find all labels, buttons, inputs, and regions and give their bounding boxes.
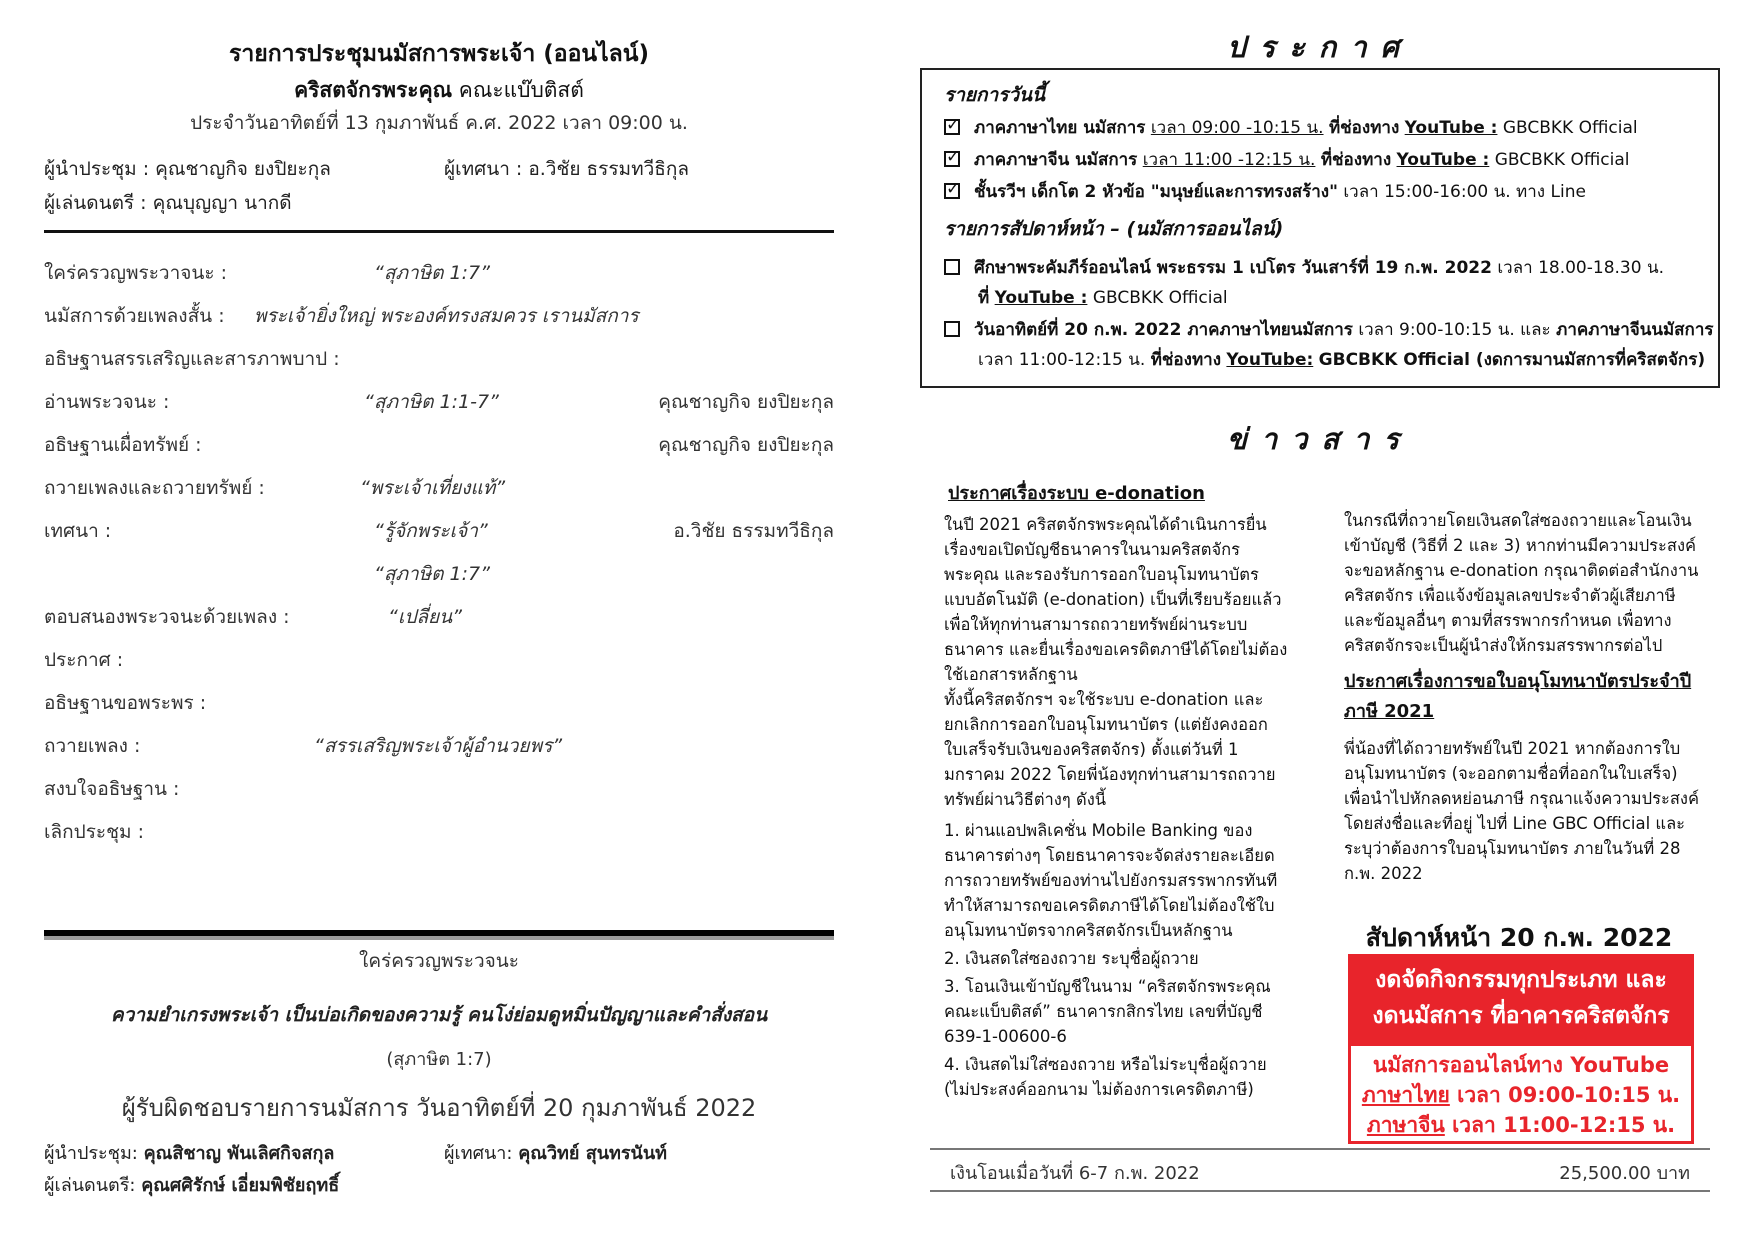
- paragraph-line: ทั้งนี้คริสตจักรฯ จะใช้ระบบ e-donation และ: [944, 690, 1264, 709]
- divider-thick: [44, 930, 834, 940]
- program-item-label: เลิกประชุม :: [44, 821, 144, 843]
- program-item-label: ถวายเพลง :: [44, 735, 141, 757]
- week-item-1-cont: ที่ YouTube : GBCBKK Official: [978, 288, 1228, 308]
- program-item-label: สงบใจอธิษฐาน :: [44, 778, 180, 800]
- paragraph-line: เรื่องขอเปิดบัญชีธนาคารในนามคริสตจักร: [944, 540, 1240, 559]
- program-item-label: นมัสการด้วยเพลงสั้น :: [44, 305, 225, 327]
- donation-method-line: 639-1-00600-6: [944, 1027, 1067, 1046]
- paragraph-line: คริสตจักร เพื่อแจ้งข้อมูลเลขประจำตัวผู้เสียภาษี: [1344, 586, 1676, 605]
- program-item-person: คุณชาญกิจ ยงปิยะกุล: [658, 434, 834, 456]
- program-item-person: คุณชาญกิจ ยงปิยะกุล: [658, 391, 834, 413]
- paragraph-line: เพื่อนำไปหักลดหย่อนภาษี กรุณาแจ้งความประสงค์: [1344, 789, 1700, 808]
- online-worship-notice: นมัสการออนไลน์ทาง YouTube ภาษาไทย เวลา 09:00-10:15 น. ภาษาจีน เวลา 11:00-12:15 น.: [1348, 1046, 1694, 1144]
- program-item-label: อ่านพระวจนะ :: [44, 391, 170, 413]
- service-title: รายการประชุมนมัสการพระเจ้า (ออนไลน์): [228, 41, 650, 67]
- paragraph-line: ระบุว่าต้องการใบอนุโมทนาบัตร ภายในวันที่ 28: [1344, 839, 1681, 858]
- program-item-detail: พระเจ้ายิ่งใหญ่ พระองค์ทรงสมควร เรานมัสการ: [254, 305, 639, 327]
- today-item-3: ✓ชั้นรวีฯ เด็กโต 2 หัวข้อ "มนุษย์และการทรงสร้าง" เวลา 15:00-16:00 น. ทาง Line: [944, 178, 1586, 205]
- program-item-detail: “สุภาษิต 1:7”: [374, 563, 490, 585]
- transfer-label: เงินโอนเมื่อวันที่ 6-7 ก.พ. 2022: [950, 1163, 1200, 1184]
- program-item-label: ใคร่ครวญพระวาจนะ :: [44, 262, 228, 284]
- paragraph-line: ใบเสร็จรับเงินของคริสตจักร) ตั้งแต่วันที่ 1: [944, 740, 1239, 759]
- donation-method-line: คณะแบ็บติสต์” ธนาคารกสิกรไทย เลขที่บัญชี: [944, 1002, 1263, 1021]
- edonation-continued: [1344, 508, 1714, 658]
- paragraph-line: ธนาคาร และยื่นเรื่องขอเครดิตภาษีได้โดยไม่ต้อง: [944, 640, 1288, 659]
- paragraph-line: เข้าบัญชี (วิธีที่ 2 และ 3) หากท่านมีความประสงค์: [1344, 536, 1697, 555]
- program-item-label: อธิษฐานสรรเสริญและสารภาพบาป :: [44, 348, 340, 370]
- paragraph-line: มกราคม 2022 โดยพี่น้องทุกท่านสามารถถวาย: [944, 765, 1276, 784]
- paragraph-line: ก.พ. 2022: [1344, 864, 1423, 883]
- week-item-2-cont: เวลา 11:00-12:15 น. ที่ช่องทาง YouTube: GBCBKK Official (งดการมานมัสการที่คริสตจักร): [978, 350, 1706, 370]
- paragraph-line: พี่น้องที่ได้ถวายทรัพย์ในปี 2021 หากต้องการใบ: [1344, 739, 1681, 758]
- announcements-panel: [920, 24, 1720, 1224]
- program-item-detail: “สรรเสริญพระเจ้าผู้อำนวยพร”: [314, 735, 563, 757]
- order-of-service: [44, 28, 834, 1228]
- cancellation-notice: งดจัดกิจกรรมทุกประเภท และ งดนมัสการ ที่อาคารคริสตจักร: [1348, 954, 1694, 1046]
- transfer-amount: 25,500.00 บาท: [1559, 1163, 1690, 1184]
- week-item-1: ศึกษาพระคัมภีร์ออนไลน์ พระธรรม 1 เปโตร วันเสาร์ที่ 19 ก.พ. 2022 เวลา 18.00-18.30 น.: [944, 254, 1664, 281]
- paragraph-line: อนุโมทนาบัตร (จะออกตามชื่อที่ออกในใบเสร็จ): [1344, 764, 1678, 783]
- musician: ผู้เล่นดนตรี : คุณบุญญา นากดี: [44, 192, 292, 214]
- donation-method-line: 2. เงินสดใส่ซองถวาย ระบุชื่อผู้ถวาย: [944, 949, 1199, 968]
- footer-divider: [930, 1190, 1710, 1192]
- donation-method-line: ทำให้สามารถขอเครดิตภาษีได้โดยไม่ต้องใช้ใบ: [944, 896, 1275, 915]
- announce-title: ประกาศ: [1227, 30, 1413, 64]
- donation-method-line: 3. โอนเงินเข้าบัญชีในนาม “คริสตจักรพระคุณ: [944, 977, 1271, 996]
- edonation-text: [944, 512, 1316, 1102]
- program-item-label: ประกาศ :: [44, 649, 124, 671]
- next-week-banner: สัปดาห์หน้า 20 ก.พ. 2022: [1365, 923, 1673, 952]
- program-item-detail: “เปลี่ยน”: [388, 606, 463, 628]
- today-heading: รายการวันนี้: [944, 84, 1046, 106]
- news-title: ข่าวสาร: [1227, 422, 1413, 456]
- checkbox-checked-icon: [944, 151, 960, 167]
- edonation-heading: ประกาศเรื่องระบบ e-donation: [948, 483, 1205, 504]
- call-to-worship-verse: ความยำเกรงพระเจ้า เป็นบ่อเกิดของความรู้ คนโง่ย่อมดูหมิ่นปัญญาและคำสั่งสอน: [110, 1004, 768, 1026]
- footer-divider: [930, 1148, 1710, 1150]
- paragraph-line: แบบอัตโนมัติ (e-donation) เป็นที่เรียบร้อยแล้ว: [944, 590, 1282, 609]
- donation-method-line: 4. เงินสดไม่ใส่ซองถวาย หรือไม่ระบุชื่อผู้ถวาย: [944, 1055, 1267, 1074]
- program-item-label: ตอบสนองพระวจนะด้วยเพลง :: [44, 606, 290, 628]
- checkbox-empty-icon: [944, 321, 960, 337]
- paragraph-line: โดยส่งชื่อและที่อยู่ ไปที่ Line GBC Official และ: [1344, 814, 1686, 833]
- program-item-detail: “สุภาษิต 1:1-7”: [364, 391, 499, 413]
- paragraph-line: ใช้เอกสารหลักฐาน: [944, 665, 1078, 684]
- paragraph-line: ในกรณีที่ถวายโดยเงินสดใส่ซองถวายและโอนเงิน: [1344, 511, 1692, 530]
- next-preacher: ผู้เทศนา: คุณวิทย์ สุนทรนันท์: [444, 1143, 668, 1164]
- receipt-heading-1: ประกาศเรื่องการขอใบอนุโมทนาบัตรประจำปี: [1344, 671, 1692, 692]
- checkbox-checked-icon: [944, 183, 960, 199]
- verse-reference: (สุภาษิต 1:7): [386, 1049, 492, 1070]
- donation-method-line: การถวายทรัพย์ของท่านไปยังกรมสรรพากรทันที: [944, 871, 1278, 890]
- program-item-detail: “พระเจ้าเที่ยงแท้”: [360, 477, 506, 499]
- program-item-detail: “รู้จักพระเจ้า”: [374, 520, 488, 542]
- checkbox-empty-icon: [944, 259, 960, 275]
- donation-method-line: อนุโมทนาบัตรจากคริสตจักรเป็นหลักฐาน: [944, 921, 1233, 940]
- paragraph-line: และข้อมูลอื่นๆ ตามที่สรรพากรกำหนด เพื่อทาง: [1344, 611, 1672, 630]
- paragraph-line: จะขอหลักฐาน e-donation กรุณาติดต่อสำนักงาน: [1344, 561, 1699, 580]
- next-leader: ผู้นำประชุม: คุณสิชาญ พันเลิศกิจสกุล: [44, 1143, 335, 1164]
- donation-method-line: 1. ผ่านแอปพลิเคชั่น Mobile Banking ของ: [944, 821, 1253, 840]
- paragraph-line: คริสตจักรจะเป็นผู้นำส่งให้กรมสรรพากรต่อไป: [1344, 636, 1663, 655]
- next-week-heading: รายการสัปดาห์หน้า – (นมัสการออนไลน์): [944, 218, 1284, 240]
- paragraph-line: ในปี 2021 คริสตจักรพระคุณได้ดำเนินการยื่น: [944, 515, 1267, 534]
- checkbox-checked-icon: [944, 119, 960, 135]
- church-name: คริสตจักรพระคุณ คณะแบ๊บติสต์: [294, 78, 584, 102]
- paragraph-line: ยกเลิกการออกใบอนุโมทนาบัตร (แต่ยังคงออก: [944, 715, 1268, 734]
- leader: ผู้นำประชุม : คุณชาญกิจ ยงปิยะกุล: [44, 158, 331, 180]
- next-musician: ผู้เล่นดนตรี: คุณศศิรักษ์ เอี่ยมพิชัยฤทธิ์: [44, 1175, 340, 1196]
- today-item-1: ✓ภาคภาษาไทย นมัสการ เวลา 09:00 -10:15 น. ที่ช่องทาง YouTube : GBCBKK Official: [944, 114, 1638, 141]
- call-to-worship-title: ใคร่ครวญพระวจนะ: [359, 950, 519, 972]
- program-item-person: อ.วิชัย ธรรมทวีธิกุล: [673, 520, 834, 542]
- next-week-responsible-title: ผู้รับผิดชอบรายการนมัสการ วันอาทิตย์ที่ 20 กุมภาพันธ์ 2022: [121, 1094, 757, 1122]
- program-item-label: อธิษฐานขอพระพร :: [44, 692, 207, 714]
- service-date: ประจำวันอาทิตย์ที่ 13 กุมภาพันธ์ ค.ศ. 2022 เวลา 09:00 น.: [190, 112, 688, 134]
- receipt-text: [1344, 736, 1714, 886]
- divider: [44, 230, 834, 233]
- donation-method-line: ธนาคารต่างๆ โดยธนาคารจะจัดส่งรายละเอียด: [944, 846, 1275, 865]
- donation-method-line: (ไม่ประสงค์ออกนาม ไม่ต้องการเครดิตภาษี): [944, 1080, 1254, 1099]
- preacher: ผู้เทศนา : อ.วิชัย ธรรมทวีธิกุล: [444, 158, 690, 180]
- paragraph-line: เพื่อให้ทุกท่านสามารถถวายทรัพย์ผ่านระบบ: [944, 615, 1248, 634]
- paragraph-line: พระคุณ และรองรับการออกใบอนุโมทนาบัตร: [944, 565, 1259, 584]
- program-item-detail: “สุภาษิต 1:7”: [374, 262, 490, 284]
- program-item-label: ถวายเพลงและถวายทรัพย์ :: [44, 477, 265, 499]
- today-item-2: ✓ภาคภาษาจีน นมัสการ เวลา 11:00 -12:15 น. ที่ช่องทาง YouTube : GBCBKK Official: [944, 146, 1630, 173]
- announce-box: [920, 68, 1720, 388]
- program-item-label: อธิษฐานเผื่อทรัพย์ :: [44, 434, 202, 456]
- week-item-2: วันอาทิตย์ที่ 20 ก.พ. 2022 ภาคภาษาไทยนมัสการ เวลา 9:00-10:15 น. และ ภาคภาษาจีนนมัสการ: [944, 316, 1714, 343]
- paragraph-line: ทรัพย์ผ่านวิธีต่างๆ ดังนี้: [944, 790, 1107, 809]
- receipt-heading-2: ภาษี 2021: [1344, 701, 1435, 722]
- program-item-label: เทศนา :: [44, 520, 112, 542]
